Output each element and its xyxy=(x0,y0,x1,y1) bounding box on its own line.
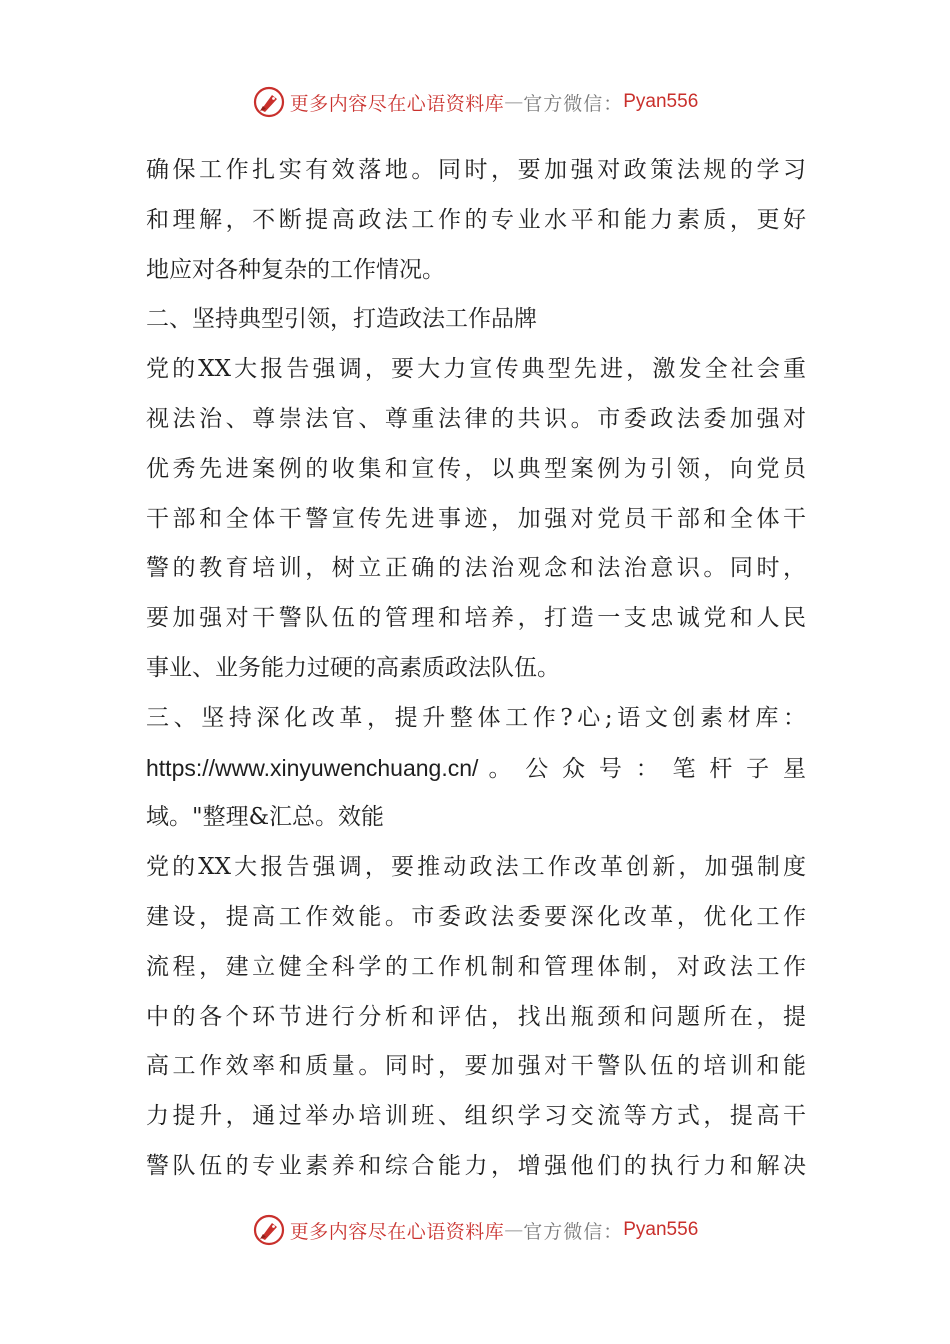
banner-separator: — xyxy=(504,1219,524,1241)
text-line-url: https://www.xinyuwenchuang.cn/ 。 公 众 号 ： 笔 杆 子 星 xyxy=(146,754,806,781)
document-body xyxy=(146,146,806,1192)
text-line: 域。"整理&汇总。效能 xyxy=(146,804,385,831)
text-line: 中的各个环节进行分析和评估，找出瓶颈和问题所在，提 xyxy=(146,1003,806,1030)
text-line: 视法治、尊崇法官、尊重法律的共识。市委政法委加强对 xyxy=(146,405,806,432)
text-line: 警的教育培训，树立正确的法治观念和法治意识。同时， xyxy=(146,555,806,582)
text-line: 建设，提高工作效能。市委政法委要深化改革，优化工作 xyxy=(146,903,806,930)
banner-separator: — xyxy=(504,91,524,113)
text-line: 力提升，通过举办培训班、组织学习交流等方式，提高干 xyxy=(146,1103,806,1130)
section-heading: 三、坚持深化改革，提升整体工作?心;语文创素材库： xyxy=(146,704,806,731)
banner-wechat-label: 官方微信： xyxy=(523,1220,624,1243)
header-banner xyxy=(0,82,950,122)
text-line: 和理解，不断提高政法工作的专业水平和能力素质，更好 xyxy=(146,206,806,233)
text-line: 党的XX大报告强调，要推动政法工作改革创新，加强制度 xyxy=(146,854,806,881)
text-line: 警队伍的专业素养和综合能力，增强他们的执行力和解决 xyxy=(146,1152,806,1179)
text-line: 高工作效率和质量。同时，要加强对干警队伍的培训和能 xyxy=(146,1053,806,1080)
banner-title: 更多内容尽在心语资料库 xyxy=(289,1220,505,1243)
text-line: 地应对各种复杂的工作情况。 xyxy=(146,256,445,283)
banner-wechat-id: Pyan556 xyxy=(623,1219,699,1240)
text-line: 党的XX大报告强调，要大力宣传典型先进，激发全社会重 xyxy=(146,356,806,383)
section-heading: 二、坚持典型引领，打造政法工作品牌 xyxy=(146,306,537,333)
text-line: 确保工作扎实有效落地。同时，要加强对政策法规的学习 xyxy=(146,157,806,183)
footer-banner xyxy=(0,1210,950,1250)
banner-wechat-id: Pyan556 xyxy=(623,91,699,112)
text-line: 优秀先进案例的收集和宣传，以典型案例为引领，向党员 xyxy=(146,455,806,482)
text-line: 流程，建立健全科学的工作机制和管理体制，对政法工作 xyxy=(146,953,806,980)
pen-nib-logo-icon xyxy=(252,1213,286,1247)
text-line: 事业、业务能力过硬的高素质政法队伍。 xyxy=(146,654,560,681)
text-line: 要加强对干警队伍的管理和培养，打造一支忠诚党和人民 xyxy=(146,605,806,632)
pen-nib-logo-icon xyxy=(252,85,286,119)
text-line: 干部和全体干警宣传先进事迹，加强对党员干部和全体干 xyxy=(146,505,806,532)
banner-title: 更多内容尽在心语资料库 xyxy=(289,92,505,115)
banner-wechat-label: 官方微信： xyxy=(523,92,624,115)
